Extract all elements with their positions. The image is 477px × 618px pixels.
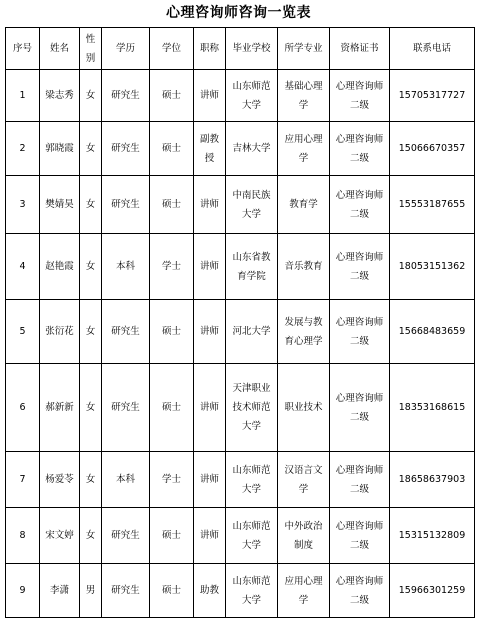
- header-phone: 联系电话: [390, 28, 475, 70]
- table-row: [6, 452, 475, 508]
- cell-certificate: 心理咨询师二级: [330, 122, 390, 176]
- cell-no: 3: [6, 176, 40, 234]
- cell-gender: 女: [80, 364, 102, 452]
- cell-name: 郝新新: [40, 364, 80, 452]
- cell-certificate: 心理咨询师二级: [330, 508, 390, 564]
- cell-title: 讲师: [194, 300, 226, 364]
- cell-no: 9: [6, 564, 40, 618]
- cell-major: 中外政治制度: [278, 508, 330, 564]
- cell-degree: 硕士: [150, 508, 194, 564]
- cell-education: 研究生: [102, 122, 150, 176]
- cell-title: 讲师: [194, 364, 226, 452]
- cell-education: 研究生: [102, 70, 150, 122]
- header-gender: 性别: [80, 28, 102, 70]
- cell-school: 中南民族大学: [226, 176, 278, 234]
- header-school: 毕业学校: [226, 28, 278, 70]
- cell-name: 梁志秀: [40, 70, 80, 122]
- cell-title: 讲师: [194, 70, 226, 122]
- cell-name: 郭晓霞: [40, 122, 80, 176]
- cell-no: 1: [6, 70, 40, 122]
- header-certificate: 资格证书: [330, 28, 390, 70]
- cell-phone: 15668483659: [390, 300, 475, 364]
- cell-education: 本科: [102, 234, 150, 300]
- cell-phone: 15315132809: [390, 508, 475, 564]
- cell-name: 赵艳霞: [40, 234, 80, 300]
- cell-phone: 18353168615: [390, 364, 475, 452]
- cell-no: 6: [6, 364, 40, 452]
- cell-title: 副教授: [194, 122, 226, 176]
- cell-no: 2: [6, 122, 40, 176]
- cell-name: 张衍花: [40, 300, 80, 364]
- counselor-table: [5, 27, 475, 618]
- header-major: 所学专业: [278, 28, 330, 70]
- cell-gender: 女: [80, 234, 102, 300]
- cell-education: 研究生: [102, 300, 150, 364]
- header-title: 职称: [194, 28, 226, 70]
- cell-phone: 18053151362: [390, 234, 475, 300]
- cell-education: 研究生: [102, 176, 150, 234]
- table-row: [6, 122, 475, 176]
- cell-degree: 硕士: [150, 564, 194, 618]
- cell-school: 山东师范大学: [226, 564, 278, 618]
- cell-certificate: 心理咨询师二级: [330, 452, 390, 508]
- cell-gender: 女: [80, 300, 102, 364]
- header-no: 序号: [6, 28, 40, 70]
- table-row: [6, 234, 475, 300]
- cell-phone: 15066670357: [390, 122, 475, 176]
- cell-gender: 女: [80, 176, 102, 234]
- cell-major: 基础心理学: [278, 70, 330, 122]
- cell-school: 山东师范大学: [226, 508, 278, 564]
- header-degree: 学位: [150, 28, 194, 70]
- table-row: [6, 70, 475, 122]
- cell-name: 李潇: [40, 564, 80, 618]
- table-row: [6, 508, 475, 564]
- cell-title: 讲师: [194, 176, 226, 234]
- table-row: [6, 300, 475, 364]
- cell-school: 河北大学: [226, 300, 278, 364]
- cell-gender: 男: [80, 564, 102, 618]
- cell-name: 樊婧昊: [40, 176, 80, 234]
- cell-no: 5: [6, 300, 40, 364]
- cell-gender: 女: [80, 452, 102, 508]
- cell-school: 吉林大学: [226, 122, 278, 176]
- cell-degree: 硕士: [150, 122, 194, 176]
- cell-title: 助教: [194, 564, 226, 618]
- cell-major: 发展与教育心理学: [278, 300, 330, 364]
- cell-major: 职业技术: [278, 364, 330, 452]
- cell-no: 7: [6, 452, 40, 508]
- cell-school: 天津职业技术师范大学: [226, 364, 278, 452]
- cell-degree: 学士: [150, 452, 194, 508]
- cell-school: 山东师范大学: [226, 452, 278, 508]
- cell-gender: 女: [80, 70, 102, 122]
- cell-major: 应用心理学: [278, 564, 330, 618]
- cell-education: 研究生: [102, 364, 150, 452]
- cell-certificate: 心理咨询师二级: [330, 564, 390, 618]
- cell-phone: 18658637903: [390, 452, 475, 508]
- cell-certificate: 心理咨询师二级: [330, 300, 390, 364]
- header-education: 学历: [102, 28, 150, 70]
- cell-education: 研究生: [102, 564, 150, 618]
- header-row: [6, 28, 475, 70]
- cell-education: 研究生: [102, 508, 150, 564]
- cell-phone: 15553187655: [390, 176, 475, 234]
- cell-major: 应用心理学: [278, 122, 330, 176]
- cell-certificate: 心理咨询师二级: [330, 234, 390, 300]
- cell-major: 教育学: [278, 176, 330, 234]
- table-row: [6, 564, 475, 618]
- cell-phone: 15966301259: [390, 564, 475, 618]
- cell-name: 宋文婷: [40, 508, 80, 564]
- cell-degree: 硕士: [150, 70, 194, 122]
- cell-no: 4: [6, 234, 40, 300]
- cell-degree: 学士: [150, 234, 194, 300]
- table-row: [6, 176, 475, 234]
- cell-title: 讲师: [194, 234, 226, 300]
- table-row: [6, 364, 475, 452]
- cell-major: 音乐教育: [278, 234, 330, 300]
- cell-school: 山东省教育学院: [226, 234, 278, 300]
- cell-name: 杨爱苓: [40, 452, 80, 508]
- cell-gender: 女: [80, 508, 102, 564]
- cell-certificate: 心理咨询师二级: [330, 364, 390, 452]
- cell-education: 本科: [102, 452, 150, 508]
- cell-certificate: 心理咨询师二级: [330, 70, 390, 122]
- cell-title: 讲师: [194, 508, 226, 564]
- cell-degree: 硕士: [150, 364, 194, 452]
- header-name: 姓名: [40, 28, 80, 70]
- page-title: 心理咨询师咨询一览表: [166, 5, 311, 21]
- cell-major: 汉语言文学: [278, 452, 330, 508]
- cell-phone: 15705317727: [390, 70, 475, 122]
- cell-school: 山东师范大学: [226, 70, 278, 122]
- cell-no: 8: [6, 508, 40, 564]
- cell-certificate: 心理咨询师二级: [330, 176, 390, 234]
- cell-gender: 女: [80, 122, 102, 176]
- cell-title: 讲师: [194, 452, 226, 508]
- cell-degree: 硕士: [150, 176, 194, 234]
- cell-degree: 硕士: [150, 300, 194, 364]
